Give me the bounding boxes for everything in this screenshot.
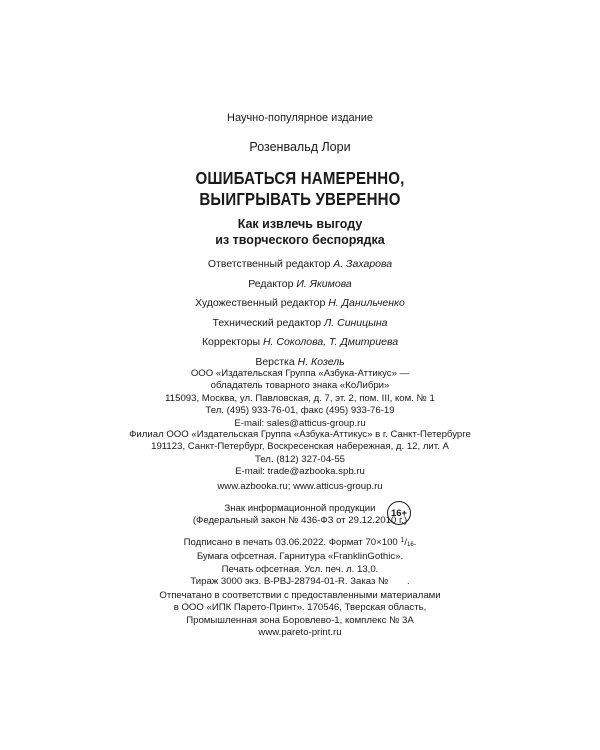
credit-role: Технический редактор [212,316,322,329]
print-details [0,535,600,589]
print-signed-line: Подписано в печать 03.06.2022. Формат 70×100 $^1$/16. [183,537,417,548]
info-sign-line: Знак информационной продукции [224,503,376,514]
credit-name: Л. Синицына [324,316,388,329]
credit-role: Ответственный редактор [207,258,331,270]
publisher-email[interactable]: E-mail: sales@atticus-group.ru [234,417,366,429]
credit-name: Н. Соколова, Т. Дмитриева [262,336,399,348]
book-subtitle [0,216,600,248]
printer-line: Промышленная зона Боровлево-1, комплекс № 3А [186,614,414,626]
credit-line [0,255,600,275]
credit-name: И. Якимова [296,277,352,290]
credit-line [0,294,600,314]
printer-website[interactable]: www.pareto-print.ru [258,627,342,639]
websites[interactable]: www.azbooka.ru; www.atticus-group.ru [217,481,383,492]
format-numerator: 1 [400,537,405,544]
branch-line: Тел. (812) 327-04-55 [254,453,346,465]
branch-line: 191123, Санкт-Петербург, Воскресенская набережная, д. 12, лит. А [151,441,449,453]
publisher-line: 115093, Москва, ул. Павловская, д. 7, эт. 2, пом. III, ком. № 1 [165,392,435,404]
publisher-line: Тел. (495) 933-76-01, факс (495) 933-76-19 [205,405,395,417]
printer-block [0,590,600,640]
info-sign-line: (Федеральный закон № 436-ФЗ от 29.12.2010 г.) [192,515,408,527]
title-line: ВЫИГРЫВАТЬ УВЕРЕННО [199,189,401,209]
subtitle-line: из творческого беспорядка [215,233,385,247]
printer-line: в ООО «ИПК Парето-Принт». 170546, Тверская область, [173,602,427,614]
credit-role: Редактор [248,277,294,290]
credit-role: Художественный редактор [195,297,326,309]
credit-role: Верстка [255,355,295,368]
print-printing-line: Печать офсетная. Усл. печ. л. 13,0. [221,563,379,575]
info-sign-block [0,503,600,528]
branch-block [0,429,600,479]
credit-line [0,275,600,295]
credit-line [0,314,600,334]
print-run-line: Тираж 3000 экз. В-PBJ-28794-01-R. Заказ № . [190,576,410,588]
title-line: ОШИБАТЬСЯ НАМЕРЕННО, [195,168,405,188]
credit-role: Корректоры [201,336,261,348]
credit-line [0,333,600,353]
edition-type: Научно-популярное издание [227,112,373,124]
branch-email[interactable]: E-mail: trade@azbooka.spb.ru [235,466,365,478]
age-rating-badge: 16+ [387,501,411,525]
print-paper-line: Бумага офсетная. Гарнитура «FranklinGothic». [196,551,404,563]
printer-line: Отпечатано в соответствии с предоставленными материалами [159,590,441,601]
branch-line: Филиал ООО «Издательская Группа «Азбука-Аттикус» в г. Санкт-Петербурге [129,429,471,440]
credits-list [0,255,600,372]
book-title [42,168,558,210]
author: Розенвальд Лори [249,140,351,154]
credit-name: А. Захарова [333,258,393,270]
credit-name: Н. Данильченко [328,297,405,309]
format-denominator: 16 [407,542,414,548]
publisher-line: обладатель товарного знака «КоЛибри» [210,380,390,392]
credit-name: Н. Козель [297,355,345,368]
publisher-line: ООО «Издательская Группа «Азбука-Аттикус» — [190,368,410,379]
publisher-block [0,368,600,430]
subtitle-line: Как извлечь выгоду [237,217,363,231]
